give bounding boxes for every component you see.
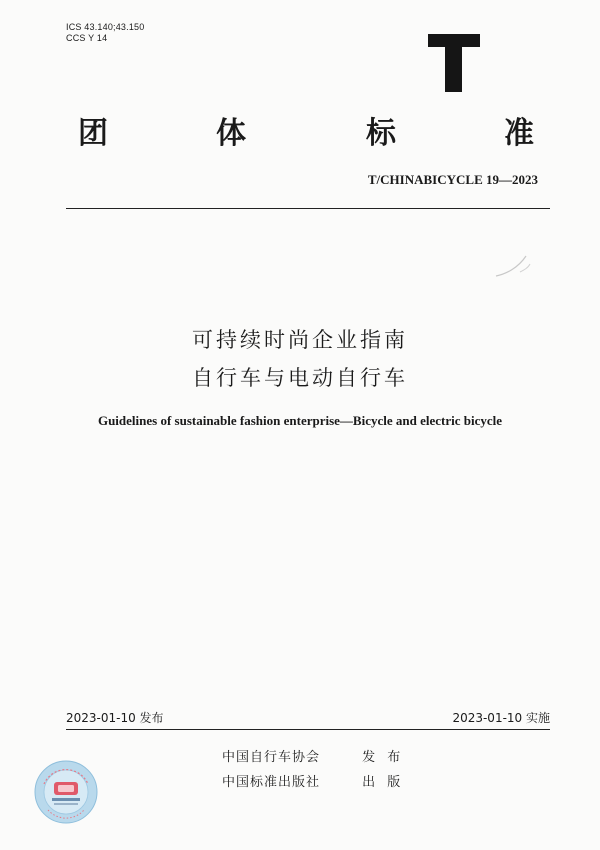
footer-divider — [66, 729, 550, 730]
ics-code: ICS 43.140;43.150 — [66, 22, 145, 32]
anti-counterfeit-seal-icon — [34, 760, 98, 824]
implementation-date: 2023-01-10 实施 — [452, 711, 550, 725]
standard-type-heading — [66, 112, 544, 156]
standard-type-char: 体 — [216, 116, 246, 151]
publisher-action: 出 版 — [362, 775, 405, 790]
standard-type-char: 团 — [78, 116, 108, 151]
publisher-org: 中国自行车协会 — [222, 750, 321, 765]
ccs-code: CCS Y 14 — [66, 33, 108, 43]
document-title-line2: 自行车与电动自行车 — [192, 366, 408, 390]
issue-date: 2023-01-10 发布 — [66, 711, 164, 725]
publisher-row — [222, 771, 404, 790]
publisher-action: 发 布 — [362, 750, 405, 765]
standard-type-char: 准 — [504, 116, 534, 151]
publisher-org: 中国标准出版社 — [222, 775, 321, 790]
classification-codes — [66, 22, 144, 44]
standard-number: T/CHINABICYCLE 19—2023 — [367, 172, 538, 187]
header-divider — [66, 208, 550, 209]
scan-mark-icon — [492, 250, 532, 280]
document-title-line1: 可持续时尚企业指南 — [192, 328, 408, 352]
standard-type-char: 标 — [366, 116, 396, 151]
logo-t-stem — [445, 34, 462, 92]
english-title: Guidelines of sustainable fashion enterprise—Bicycle and electric bicycle — [97, 413, 503, 428]
publisher-row — [222, 746, 404, 765]
standard-category-logo — [428, 26, 480, 92]
